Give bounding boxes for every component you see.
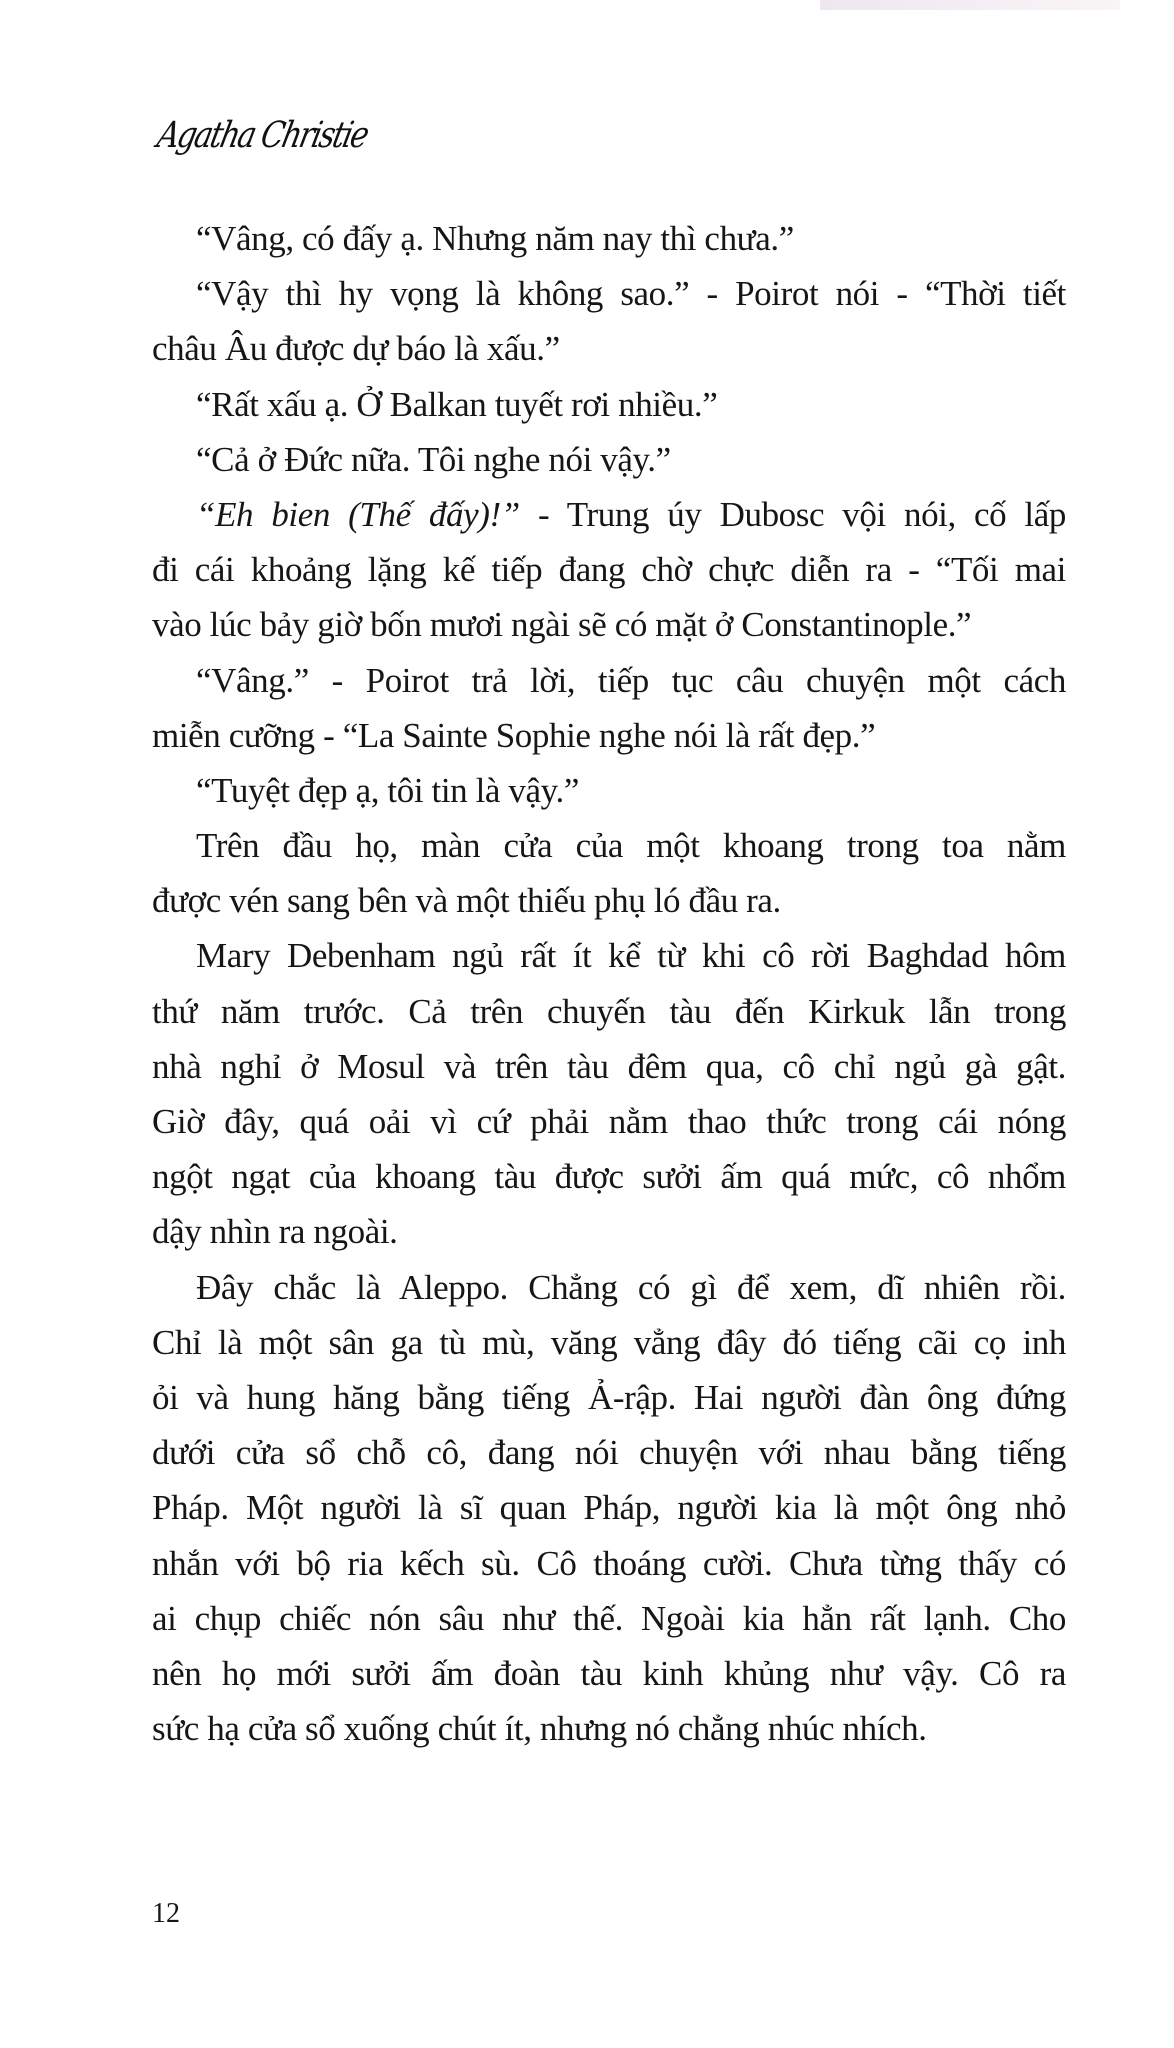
text-line: [152, 653, 1066, 708]
text-line: [152, 377, 1066, 432]
text-line: [152, 1039, 1066, 1094]
line-text: nhà nghỉ ở Mosul và trên tàu đêm qua, cô chỉ ngủ gà gật.: [152, 1046, 1066, 1086]
text-line: [152, 1260, 1066, 1315]
text-line: [152, 1591, 1066, 1646]
line-text: vào lúc bảy giờ bốn mươi ngài sẽ có mặt ở Constantinople.”: [152, 605, 972, 645]
line-text: thứ năm trước. Cả trên chuyến tàu đến Kirkuk lẫn trong: [152, 991, 1066, 1031]
line-text: - Trung úy Dubosc vội nói, cố lấp: [519, 494, 1066, 534]
author-signature-logo: Agatha Christie: [153, 114, 372, 157]
text-line: [152, 321, 1066, 376]
text-line: [152, 266, 1066, 321]
text-line: [152, 1204, 1066, 1259]
italic-lead: “Eh bien (Thế đấy)!”: [196, 494, 520, 534]
text-line: [152, 432, 1066, 487]
line-text: miễn cưỡng - “La Sainte Sophie nghe nói là rất đẹp.”: [152, 715, 876, 755]
line-text: Trên đầu họ, màn cửa của một khoang trong toa nằm: [196, 826, 1066, 866]
line-text: Mary Debenham ngủ rất ít kể từ khi cô rời Baghdad hôm: [196, 936, 1066, 976]
text-line: [152, 1646, 1066, 1701]
line-text: Chỉ là một sân ga tù mù, văng vẳng đây đó tiếng cãi cọ inh: [152, 1322, 1066, 1362]
line-text: “Vâng.” - Poirot trả lời, tiếp tục câu chuyện một cách: [196, 660, 1066, 700]
text-line: [152, 1370, 1066, 1425]
line-text: ai chụp chiếc nón sâu như thế. Ngoài kia hẳn rất lạnh. Cho: [152, 1598, 1066, 1638]
paragraph: [152, 377, 1066, 432]
text-line: [152, 763, 1066, 818]
text-line: [152, 1094, 1066, 1149]
paragraph: [152, 1260, 1066, 1757]
line-text: dưới cửa sổ chỗ cô, đang nói chuyện với nhau bằng tiếng: [152, 1433, 1066, 1473]
paragraph: [152, 763, 1066, 818]
text-line: [152, 597, 1066, 652]
text-line: [152, 1425, 1066, 1480]
paragraph: [152, 487, 1066, 653]
line-text: nên họ mới sưởi ấm đoàn tàu kinh khủng như vậy. Cô ra: [152, 1653, 1066, 1693]
line-text: Giờ đây, quá oải vì cứ phải nằm thao thức trong cái nóng: [152, 1102, 1066, 1141]
line-text: được vén sang bên và một thiếu phụ ló đầu ra.: [152, 881, 781, 921]
body-text: [152, 211, 1066, 1756]
line-text: Pháp. Một người là sĩ quan Pháp, người kia là một ông nhỏ: [152, 1488, 1066, 1528]
line-text: “Tuyệt đẹp ạ, tôi tin là vậy.”: [196, 770, 579, 810]
text-line: [152, 984, 1066, 1039]
line-text: Đây chắc là Aleppo. Chẳng có gì để xem, dĩ nhiên rồi.: [196, 1267, 1066, 1307]
text-line: [152, 928, 1066, 983]
line-text: “Vâng, có đấy ạ. Nhưng năm nay thì chưa.”: [196, 219, 794, 258]
paragraph: [152, 211, 1066, 266]
text-line: [152, 1701, 1066, 1756]
line-text: đi cái khoảng lặng kế tiếp đang chờ chực diễn ra - “Tối mai: [152, 550, 1066, 590]
paragraph: [152, 928, 1066, 1259]
text-line: [152, 873, 1066, 928]
line-text: “Vậy thì hy vọng là không sao.” - Poirot nói - “Thời tiết: [196, 274, 1066, 314]
paragraph: [152, 432, 1066, 487]
line-text: ỏi và hung hăng bằng tiếng Ả-rập. Hai người đàn ông đứng: [152, 1377, 1066, 1417]
line-text: sức hạ cửa sổ xuống chút ít, nhưng nó chẳng nhúc nhích.: [152, 1709, 927, 1749]
line-text: “Rất xấu ạ. Ở Balkan tuyết rơi nhiều.”: [196, 384, 718, 424]
text-line: [152, 211, 1066, 266]
paragraph: [152, 653, 1066, 763]
scan-smudge: [820, 0, 1120, 10]
line-text: dậy nhìn ra ngoài.: [152, 1212, 398, 1252]
line-text: châu Âu được dự báo là xấu.”: [152, 329, 560, 369]
page-number: 12: [152, 1898, 180, 1929]
text-line: [152, 542, 1066, 597]
text-line: [152, 1536, 1066, 1591]
line-text: nhắn với bộ ria kếch sù. Cô thoáng cười. Chưa từng thấy có: [152, 1543, 1066, 1583]
text-line: [152, 487, 1066, 542]
text-line: [152, 1480, 1066, 1535]
text-line: [152, 818, 1066, 873]
text-line: [152, 1315, 1066, 1370]
text-line: [152, 1149, 1066, 1204]
line-text: “Cả ở Đức nữa. Tôi nghe nói vậy.”: [196, 439, 671, 479]
text-line: [152, 708, 1066, 763]
paragraph: [152, 266, 1066, 376]
line-text: ngột ngạt của khoang tàu được sưởi ấm quá mức, cô nhổm: [152, 1157, 1066, 1197]
paragraph: [152, 818, 1066, 928]
